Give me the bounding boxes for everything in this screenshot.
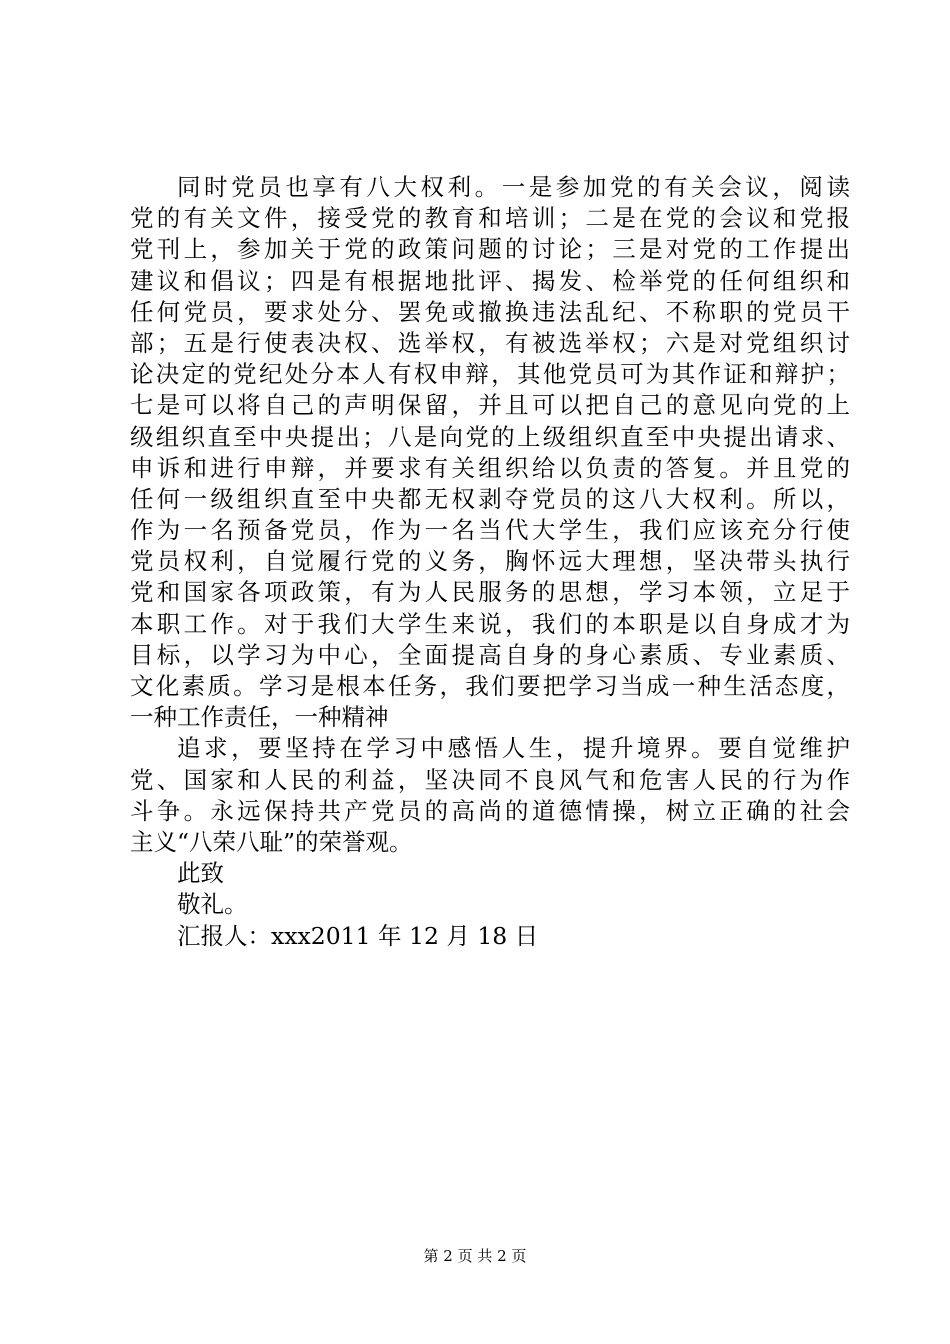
text-line: 论决定的党纪处分本人有权申辩，其他党员可为其作证和辩护； — [130, 360, 850, 389]
text-line: 目标，以学习为中心，全面提高自身的身心素质、专业素质、 — [130, 640, 850, 669]
text-line: 主义“八荣八耻”的荣誉观。 — [130, 827, 413, 856]
text-line: 申诉和进行申辩，并要求有关组织给以负责的答复。并且党的 — [130, 453, 850, 482]
salutation: 敬礼。 — [177, 890, 248, 919]
signature-line: 汇报人：xxx2011 年 12 月 18 日 — [177, 921, 539, 950]
text-line: 斗争。永远保持共产党员的高尚的道德情操，树立正确的社会 — [130, 796, 850, 825]
text-line: 七是可以将自己的声明保留，并且可以把自己的意见向党的上 — [130, 391, 850, 420]
text-line: 党和国家各项政策，有为人民服务的思想，学习本领，立足于 — [130, 578, 850, 607]
text-line: 部；五是行使表决权、选举权，有被选举权；六是对党组织讨 — [130, 328, 850, 357]
text-line: 党、国家和人民的利益，坚决同不良风气和危害人民的行为作 — [130, 765, 850, 794]
text-line: 同时党员也享有八大权利。一是参加党的有关会议，阅读 — [177, 173, 850, 201]
text-line: 党刊上，参加关于党的政策问题的讨论；三是对党的工作提出 — [130, 235, 850, 264]
text-line: 本职工作。对于我们大学生来说，我们的本职是以自身成才为 — [130, 609, 850, 638]
text-line: 建议和倡议；四是有根据地批评、揭发、检举党的任何组织和 — [130, 266, 850, 295]
text-line: 文化素质。学习是根本任务，我们要把学习当成一种生活态度， — [130, 672, 850, 700]
text-line: 一种工作责任，一种精神 — [130, 703, 389, 732]
paragraph-rights — [130, 172, 850, 733]
page-number-footer: 第 2 页 共 2 页 — [423, 1247, 527, 1265]
paragraph-pursuit — [130, 733, 850, 858]
text-line: 党员权利，自觉履行党的义务，胸怀远大理想，坚决带头执行 — [130, 547, 850, 576]
text-line: 作为一名预备党员，作为一名当代大学生，我们应该充分行使 — [130, 516, 850, 545]
text-line: 任何一级组织直至中央都无权剥夺党员的这八大权利。所以， — [130, 484, 850, 513]
text-line: 任何党员，要求处分、罢免或撤换违法乱纪、不称职的党员干 — [130, 297, 850, 326]
closing-phrase: 此致 — [177, 859, 224, 888]
text-line: 级组织直至中央提出；八是向党的上级组织直至中央提出请求、 — [130, 422, 850, 451]
text-line: 党的有关文件，接受党的教育和培训；二是在党的会议和党报 — [130, 204, 850, 233]
text-line: 追求，要坚持在学习中感悟人生，提升境界。要自觉维护 — [177, 734, 850, 763]
report-body — [130, 172, 850, 952]
